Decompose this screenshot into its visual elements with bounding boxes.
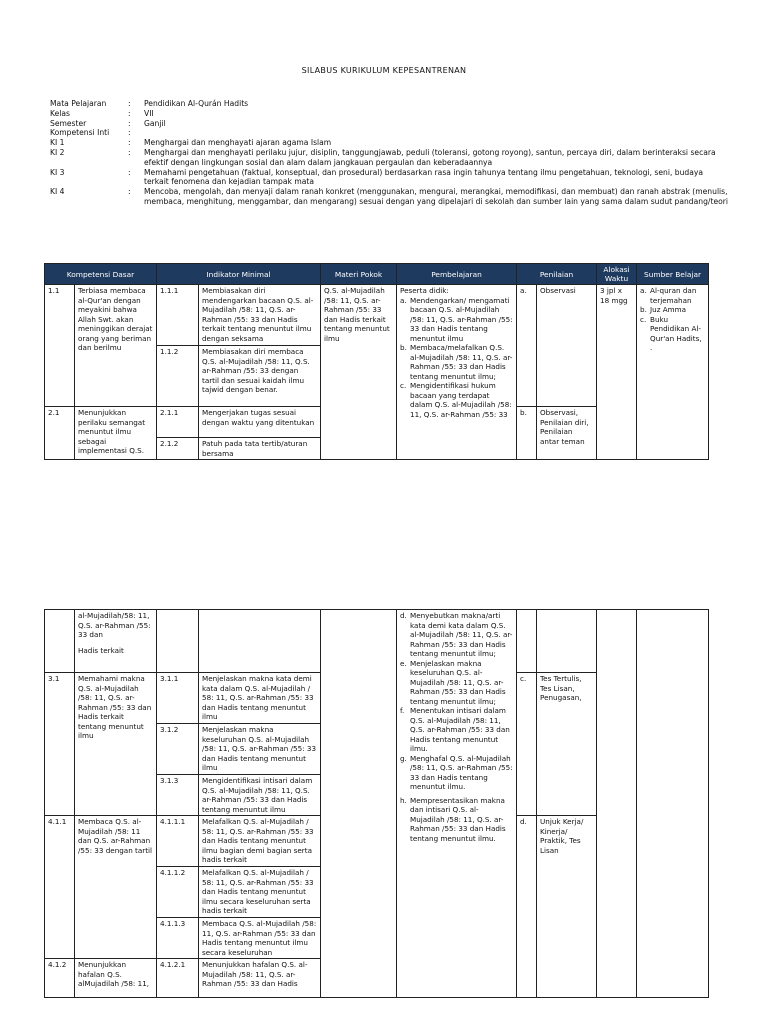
- indikator-text: [199, 610, 321, 673]
- kd-number: [45, 610, 75, 673]
- meta-row: [50, 99, 730, 109]
- sumber-belajar: [637, 285, 709, 460]
- list-marker: c.: [640, 314, 647, 324]
- indikator-text: Mengidentifikasi intisari dalam Q.S. al-Mujadilah /58: 11, Q.S. ar-Rahman /55: 33 dan Hadis tentang menuntut ilmu: [199, 775, 321, 816]
- meta-row: [50, 109, 730, 119]
- materi-pokok: Q.S. al-Mujadilah /58: 11, Q.S. ar-Rahman /55: 33 dan Hadis terkait tentang menuntut ilmu: [321, 285, 397, 460]
- kd-number: 2.1: [45, 407, 75, 460]
- header-pembelajaran: Pembelajaran: [397, 264, 517, 285]
- header-penilaian: Penilaian: [517, 264, 597, 285]
- indikator-number: 4.1.1.2: [157, 867, 199, 918]
- list-text: Mendengarkan/ mengamati bacaan Q.S. al-Mujadilah /58: 11, Q.S. ar-Rahman /55: 33 dan Hadis tentang menuntut ilmu: [410, 295, 513, 343]
- indikator-number: [157, 610, 199, 673]
- kd-text: Menunjukkan perilaku semangat menuntut ilmu sebagai implementasi Q.S.: [75, 407, 157, 460]
- penilaian-text: Observasi: [537, 285, 597, 407]
- penilaian-text: [537, 610, 597, 673]
- indikator-text: Membiasakan diri membaca Q.S. al-Mujadilah /58: 11, Q.S. ar-Rahman /55: 33 dengan tartil dan sesuai kaidah ilmu tajwid dengan benar.: [199, 346, 321, 407]
- list-text: Menjelaskan makna keseluruhan Q.S. al-Mujadilah /58: 11, Q.S. ar-Rahman /55: 33 dan Hadis tentang menuntut ilmu;: [410, 658, 506, 706]
- indikator-text: Melafalkan Q.S. al-Mujadilah / 58: 11, Q.S. ar-Rahman /55: 33 dan Hadis tentang menuntut ilmu secara keseluruhan serta hadis terkait: [199, 867, 321, 918]
- meta-colon: :: [128, 118, 131, 128]
- indikator-number: 1.1.1: [157, 285, 199, 346]
- meta-key: Kelas: [50, 108, 70, 118]
- meta-colon: :: [128, 138, 131, 148]
- list-marker: a.: [400, 295, 407, 305]
- meta-colon: :: [128, 108, 131, 118]
- indikator-number: 4.1.1.1: [157, 816, 199, 867]
- indikator-number: 3.1.3: [157, 775, 199, 816]
- header-kompetensi-dasar: Kompetensi Dasar: [45, 264, 157, 285]
- kd-number: 4.1.1: [45, 816, 75, 959]
- meta-colon: :: [128, 128, 131, 138]
- list-item: [400, 611, 513, 659]
- header-sumber: Sumber Belajar: [637, 264, 709, 285]
- indikator-text: Menjelaskan makna kata demi kata dalam Q.S. al-Mujadilah / 58: 11, Q.S. ar-Rahman /55: 33 dan Hadis tentang menuntut ilmu: [199, 673, 321, 724]
- meta-value: Pendidikan Al-Qurán Hadits: [144, 99, 249, 108]
- list-item: [640, 315, 705, 353]
- indikator-text: Menunjukkan hafalan Q.S. al-Mujadilah /58: 11, Q.S. ar-Rahman /55: 33 dan Hadis: [199, 959, 321, 998]
- header-alokasi: Alokasi Waktu: [597, 264, 637, 285]
- indikator-text: Melafalkan Q.S. al-Mujadilah / 58: 11, Q.S. ar-Rahman /55: 33 dan Hadis tentang menuntut ilmu bagian demi bagian serta hadis terkait: [199, 816, 321, 867]
- meta-key: Kompetensi Inti: [50, 128, 110, 138]
- kd-number: 3.1: [45, 673, 75, 816]
- meta-colon: :: [128, 147, 131, 157]
- meta-row: [50, 187, 730, 207]
- meta-colon: :: [128, 187, 131, 197]
- list-marker: b.: [640, 305, 647, 314]
- syllabus-table-1: [44, 263, 709, 460]
- list-item: [400, 343, 513, 381]
- meta-value: Memahami pengetahuan (faktual, konseptual, dan prosedural) berdasarkan rasa ingin tahunya tentang ilmu pengetahuan, teknologi, seni, budaya terkait fenomena dan kejadian tampak mata: [144, 167, 704, 187]
- list-text: Al-quran dan terjemahan: [650, 286, 697, 305]
- meta-row: [50, 119, 730, 129]
- meta-colon: :: [128, 99, 131, 108]
- indikator-number: 3.1.1: [157, 673, 199, 724]
- list-marker: e.: [400, 658, 407, 668]
- pembelajaran-intro: Peserta didik:: [400, 286, 449, 295]
- kd-number: 1.1: [45, 285, 75, 407]
- list-text: Mempresentasikan makna dan intisari Q.S. al-Mujadilah /58: 11, Q.S. ar-Rahman /55: 33 dan Hadis tentang menuntut ilmu.: [410, 795, 506, 843]
- list-text: Juz Amma: [650, 305, 687, 314]
- meta-value: Menghargai dan menghayati perilaku jujur, disiplin, tanggungjawab, peduli (toleransi, gotong royong), santun, percaya diri, dalam berinteraksi secara efektif dengan lingkungan sosial dan alam dalam jangkauan pergaulan dan keberadaannya: [144, 147, 716, 167]
- list-marker: h.: [400, 795, 407, 805]
- indikator-text: Menjelaskan makna keseluruhan Q.S. al-Mujadilah /58: 11, Q.S. ar-Rahman /55: 33 dan Hadis tentang menuntut ilmu: [199, 724, 321, 775]
- list-marker: f.: [400, 706, 405, 715]
- indikator-text: Membaca Q.S. al-Mujadilah /58: 11, Q.S. ar-Rahman /55: 33 dan Hadis tentang menuntut ilmu secara keseluruhan: [199, 918, 321, 959]
- list-text: Buku Pendidikan Al-Qur'an Hadits, .: [650, 314, 702, 352]
- meta-row: [50, 148, 730, 168]
- materi-pokok: [321, 610, 397, 998]
- meta-key: Semester: [50, 118, 87, 128]
- sumber-list: [640, 286, 705, 353]
- table-header-row: [45, 264, 709, 285]
- meta-value: [144, 128, 730, 138]
- kd-text: Menunjukkan hafalan Q.S. alMujadilah /58: 11,: [75, 959, 157, 998]
- syllabus-table-2: [44, 609, 709, 998]
- penilaian-text: Observasi, Penilaian diri, Penilaian antar teman: [537, 407, 597, 460]
- penilaian-text: Unjuk Kerja/ Kinerja/ Praktik, Tes Lisan: [537, 816, 597, 998]
- list-text: Menyebutkan makna/arti kata demi kata dalam Q.S. al-Mujadilah /58: 11, Q.S. ar-Rahman /55: 33 dan Hadis tentang menuntut ilmu;: [410, 611, 513, 658]
- kd-number: 4.1.2: [45, 959, 75, 998]
- indikator-number: 4.1.1.3: [157, 918, 199, 959]
- list-text: Menentukan intisari dalam Q.S. al-Mujadilah /58: 11, Q.S. ar-Rahman /55: 33 dan Hadis tentang menuntut ilmu.: [410, 706, 510, 753]
- indikator-text: Mengerjakan tugas sesuai dengan waktu yang ditentukan: [199, 407, 321, 438]
- penilaian-letter: d.: [517, 816, 537, 998]
- list-item: [400, 296, 513, 344]
- course-info: [50, 99, 730, 207]
- penilaian-letter: b.: [517, 407, 537, 460]
- indikator-number: 3.1.2: [157, 724, 199, 775]
- list-marker: d.: [400, 611, 407, 620]
- list-text: Membaca/melafalkan Q.S. al-Mujadilah /58: 11, Q.S. ar-Rahman /55: 33 dan Hadis tentang menuntut ilmu;: [410, 343, 513, 381]
- indikator-number: 1.1.2: [157, 346, 199, 407]
- list-item: [400, 706, 513, 754]
- pembelajaran-list: [400, 611, 513, 843]
- list-text: Menghafal Q.S. al-Mujadilah /58: 11, Q.S. ar-Rahman /55: 33 dan Hadis tentang menuntut ilmu.: [410, 753, 513, 791]
- list-item: [400, 381, 513, 419]
- kd-continuation: al-Mujadilah/58: 11, Q.S. ar-Rahman /55: 33 dan: [78, 611, 151, 639]
- penilaian-letter: [517, 610, 537, 673]
- list-item: [400, 796, 513, 844]
- meta-row: [50, 168, 730, 188]
- list-marker: g.: [400, 753, 407, 763]
- list-marker: b.: [400, 343, 407, 352]
- pembelajaran-list: [400, 296, 513, 420]
- indikator-number: 2.1.2: [157, 438, 199, 460]
- table-row: [45, 285, 709, 346]
- pembelajaran-cell: [397, 610, 517, 998]
- list-item: [640, 286, 705, 305]
- list-marker: a.: [640, 286, 647, 295]
- kd-text: [75, 610, 157, 673]
- meta-colon: :: [128, 167, 131, 177]
- meta-key: KI 1: [50, 138, 65, 148]
- penilaian-text: Tes Tertulis, Tes Lisan, Penugasan,: [537, 673, 597, 816]
- meta-row: [50, 128, 730, 138]
- meta-key: KI 2: [50, 147, 65, 157]
- penilaian-letter: c.: [517, 673, 537, 816]
- meta-key: Mata Pelajaran: [50, 99, 107, 108]
- meta-key: KI 4: [50, 187, 65, 197]
- indikator-text: Membiasakan diri mendengarkan bacaan Q.S. al-Mujadilah /58: 11, Q.S. ar-Rahman /55: 33 dan Hadis terkait tentang menuntut ilmu dengan seksama: [199, 285, 321, 346]
- pembelajaran-cell: [397, 285, 517, 460]
- list-item: [400, 754, 513, 792]
- document-title: SILABUS KURIKULUM KEPESANTRENAN: [301, 66, 467, 75]
- meta-value: VII: [144, 108, 154, 118]
- indikator-number: 4.1.2.1: [157, 959, 199, 998]
- penilaian-letter: a.: [517, 285, 537, 407]
- kd-continuation-2: Hadis terkait: [78, 645, 124, 655]
- meta-value: Ganjil: [144, 118, 166, 128]
- alokasi-waktu: [597, 610, 637, 998]
- list-text: Mengidentifikasi hukum bacaan yang terdapat dalam Q.S. al-Mujadilah /58: 11, Q.S. ar-Rahman /55: 33: [410, 381, 512, 419]
- sumber-belajar: [637, 610, 709, 998]
- header-materi: Materi Pokok: [321, 264, 397, 285]
- meta-value: Menghargai dan menghayati ajaran agama Islam: [144, 138, 332, 148]
- meta-row: [50, 138, 730, 148]
- kd-text: Terbiasa membaca al-Qur'an dengan meyakini bahwa Allah Swt. akan meninggikan derajat orang yang beriman dan berilmu: [75, 285, 157, 407]
- kd-text: Memahami makna Q.S. al-Mujadilah /58: 11, Q.S. ar-Rahman /55: 33 dan Hadis terkait tentang menuntut ilmu: [75, 673, 157, 816]
- meta-key: KI 3: [50, 167, 65, 177]
- list-marker: c.: [400, 381, 407, 390]
- alokasi-waktu: 3 jpl x 18 mgg: [597, 285, 637, 460]
- meta-value: Mencoba, mengolah, dan menyaji dalam ranah konkret (menggunakan, mengurai, merangkai, memodifikasi, dan membuat) dan ranah abstrak (menulis, membaca, menghitung, menggambar, dan mengarang) sesuai dengan yang dipelajari di sekolah dan sumber lain yang sama dalam sudut pandang/teori: [144, 187, 728, 206]
- indikator-text: Patuh pada tata tertib/aturan bersama: [199, 438, 321, 460]
- list-item: [640, 305, 705, 315]
- list-item: [400, 659, 513, 707]
- table-row: [45, 610, 709, 673]
- indikator-number: 2.1.1: [157, 407, 199, 438]
- kd-text: Membaca Q.S. al-Mujadilah /58: 11 dan Q.S. ar-Rahman /55: 33 dengan tartil: [75, 816, 157, 959]
- header-indikator: Indikator Minimal: [157, 264, 321, 285]
